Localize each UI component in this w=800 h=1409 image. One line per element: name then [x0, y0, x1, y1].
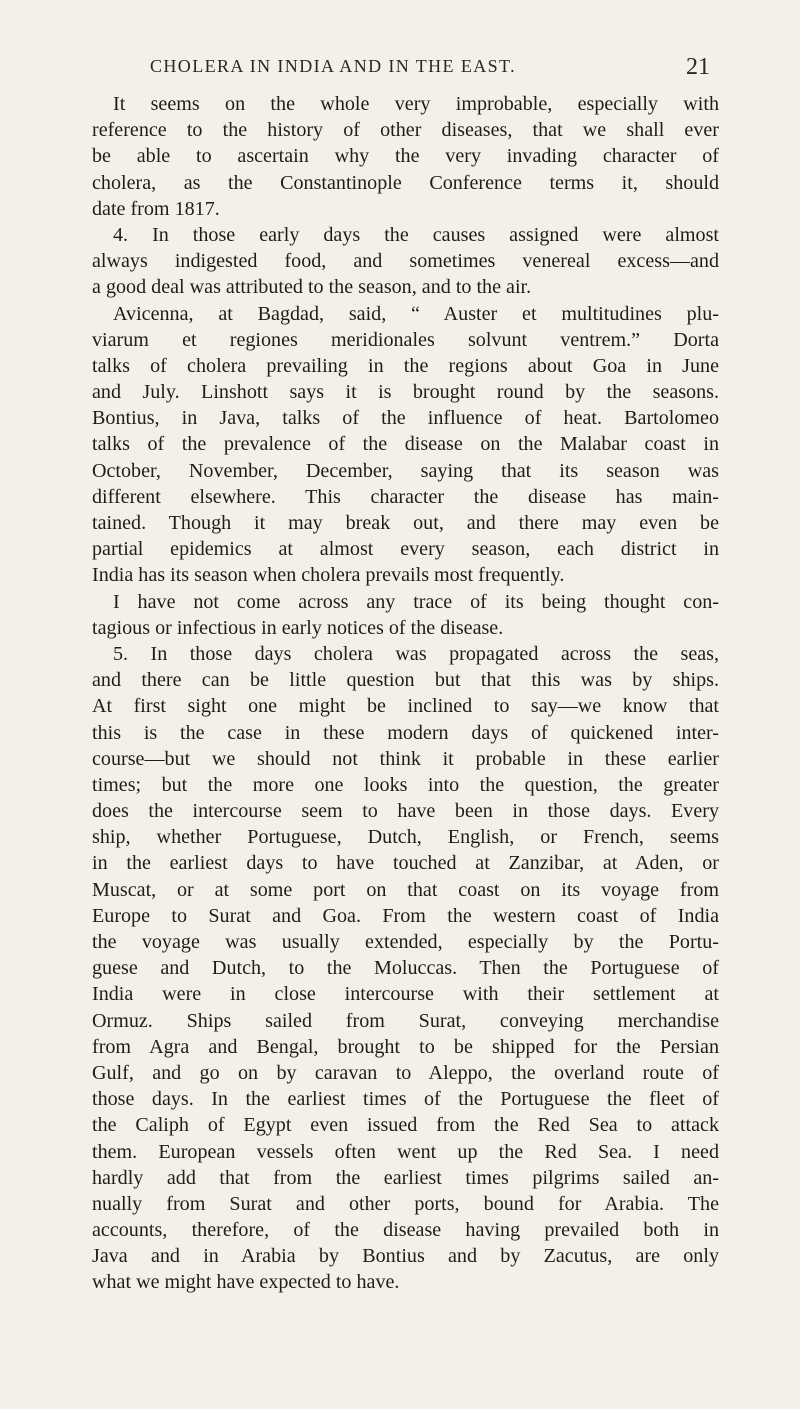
- text-line: this is the case in these modern days of quickened inter-: [92, 721, 719, 744]
- text-line: the Caliph of Egypt even issued from the Red Sea to attack: [92, 1114, 719, 1137]
- text-line: tagious or infectious in early notices of the disease.: [92, 616, 504, 639]
- text-line: talks of cholera prevailing in the regions about Goa in June: [92, 354, 719, 377]
- text-line: different elsewhere. This character the disease has main-: [92, 485, 719, 508]
- text-line: Avicenna, at Bagdad, said, “ Auster et multitudines plu-: [113, 302, 719, 325]
- text-line: in the earliest days to have touched at Zanzibar, at Aden, or: [92, 852, 719, 875]
- text-line: be able to ascertain why the very invading character of: [92, 145, 719, 168]
- text-line: Gulf, and go on by caravan to Aleppo, the overland route of: [92, 1061, 719, 1084]
- text-line: It seems on the whole very improbable, especially with: [113, 93, 719, 115]
- text-line: does the intercourse seem to have been in those days. Every: [92, 800, 719, 823]
- text-line: date from 1817.: [92, 197, 220, 220]
- text-line: nually from Surat and other ports, bound for Arabia. The: [92, 1192, 719, 1215]
- text-line: Muscat, or at some port on that coast on its voyage from: [92, 878, 719, 901]
- text-line: viarum et regiones meridionales solvunt ventrem.” Dorta: [92, 328, 719, 351]
- body-text: [92, 91, 719, 1296]
- text-line: At first sight one might be inclined to say—we know that: [92, 695, 719, 718]
- text-line: always indigested food, and sometimes venereal excess—and: [92, 250, 719, 273]
- page-number: 21: [686, 54, 710, 80]
- text-line: Bontius, in Java, talks of the influence of heat. Bartolomeo: [92, 407, 719, 430]
- text-line: and July. Linshott says it is brought round by the seasons.: [92, 381, 719, 404]
- text-line: 5. In those days cholera was propagated across the seas,: [113, 642, 719, 665]
- text-line: 4. In those early days the causes assigned were almost: [113, 223, 719, 246]
- text-line: cholera, as the Constantinople Conference terms it, should: [92, 171, 719, 194]
- text-line: talks of the prevalence of the disease on the Malabar coast in: [92, 433, 719, 456]
- running-head: CHOLERA IN INDIA AND IN THE EAST.: [150, 56, 517, 76]
- text-line: hardly add that from the earliest times pilgrims sailed an-: [92, 1166, 719, 1189]
- text-line: those days. In the earliest times of the Portuguese the fleet of: [92, 1088, 719, 1111]
- text-line: ship, whether Portuguese, Dutch, English, or French, seems: [92, 826, 719, 849]
- text-line: from Agra and Bengal, brought to be shipped for the Persian: [92, 1035, 719, 1058]
- text-line: and there can be little question but that this was by ships.: [92, 669, 719, 692]
- page-header: [150, 56, 710, 86]
- text-line: what we might have expected to have.: [92, 1271, 400, 1294]
- text-line: I have not come across any trace of its being thought con-: [113, 590, 719, 613]
- text-line: guese and Dutch, to the Moluccas. Then the Portuguese of: [92, 957, 719, 980]
- text-line: Ormuz. Ships sailed from Surat, conveying merchandise: [92, 1009, 719, 1032]
- text-line: reference to the history of other diseases, that we shall ever: [92, 119, 719, 142]
- text-line: the voyage was usually extended, especially by the Portu-: [92, 931, 719, 953]
- text-line: Java and in Arabia by Bontius and by Zacutus, are only: [92, 1245, 719, 1268]
- text-line: Europe to Surat and Goa. From the western coast of India: [92, 904, 719, 927]
- text-line: October, November, December, saying that its season was: [92, 459, 719, 482]
- text-line: times; but the more one looks into the question, the greater: [92, 773, 719, 796]
- text-line: tained. Though it may break out, and there may even be: [92, 512, 719, 534]
- text-line: them. European vessels often went up the Red Sea. I need: [92, 1140, 719, 1163]
- text-line: India has its season when cholera prevails most frequently.: [92, 564, 565, 587]
- text-line: accounts, therefore, of the disease having prevailed both in: [92, 1219, 719, 1242]
- text-line: partial epidemics at almost every season, each district in: [92, 538, 719, 561]
- text-line: course—but we should not think it probable in these earlier: [92, 747, 719, 770]
- text-line: a good deal was attributed to the season, and to the air.: [92, 276, 532, 299]
- text-line: India were in close intercourse with their settlement at: [92, 983, 719, 1006]
